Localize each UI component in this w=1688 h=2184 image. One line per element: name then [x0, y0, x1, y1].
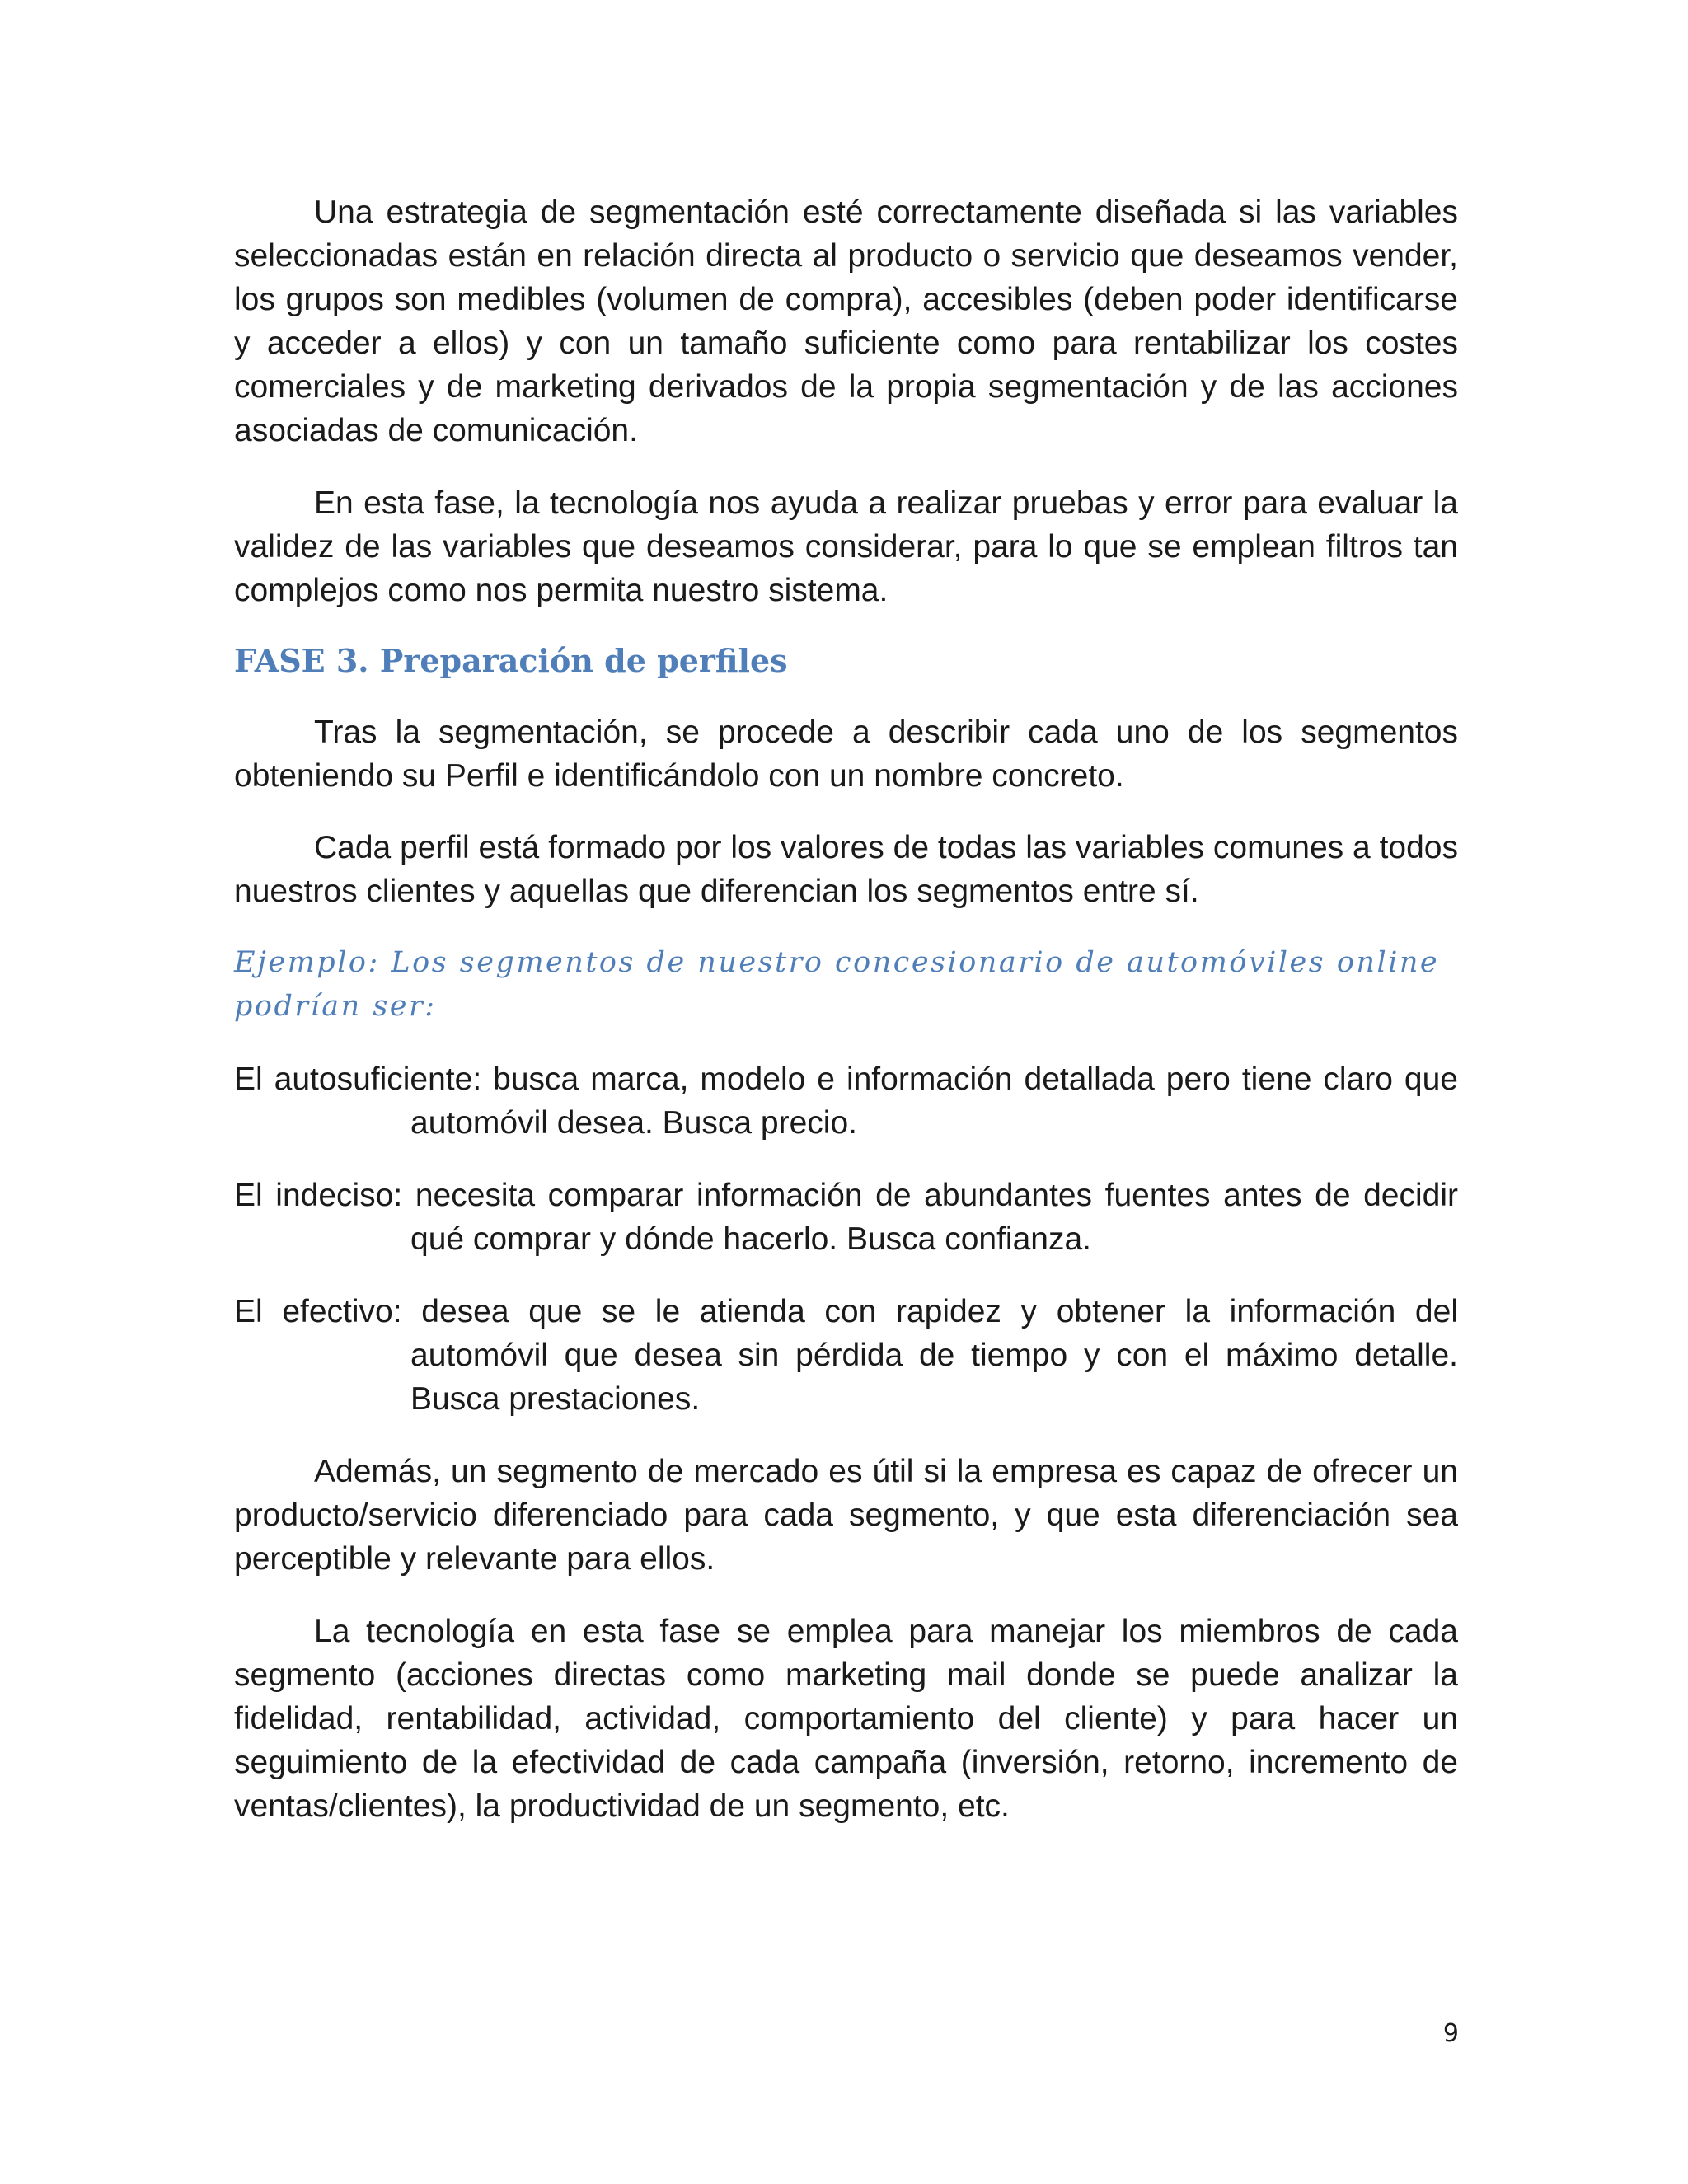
- page-content: [234, 190, 1458, 1828]
- segment-description: busca marca, modelo e información detallada pero tiene claro que automóvil desea. Busca precio.: [410, 1062, 1458, 1141]
- paragraph-profile-description: Tras la segmentación, se procede a describir cada uno de los segmentos obteniendo su Perfil e identificándolo con un nombre concreto.: [234, 715, 1458, 794]
- paragraph-technology-testing: En esta fase, la tecnología nos ayuda a realizar pruebas y error para evaluar la validez de las variables que deseamos considerar, para lo que se emplean filtros tan complejos como nos permita nuestro sistema.: [234, 485, 1458, 608]
- paragraph-segment-usefulness: Además, un segmento de mercado es útil si la empresa es capaz de ofrecer un producto/servicio diferenciado para cada segmento, y que esta diferenciación sea perceptible y relevante para ellos.: [234, 1454, 1458, 1577]
- section-heading-fase-3: FASE 3. Preparación de perfiles: [234, 642, 788, 679]
- segment-item: [234, 1174, 1458, 1261]
- paragraph-technology-members: La tecnología en esta fase se emplea para manejar los miembros de cada segmento (acciones directas como marketing mail donde se puede analizar la fidelidad, rentabilidad, actividad, comportamiento del cliente) y para hacer un seguimiento de la efectividad de cada campaña (inversión, retorno, incremento de ventas/clientes), la productividad de un segmento, etc.: [234, 1614, 1458, 1824]
- example-heading: Ejemplo: Los segmentos de nuestro concesionario de automóviles online podrían ser:: [234, 946, 1440, 1023]
- segment-term: El autosuficiente:: [234, 1062, 482, 1097]
- segment-term: El indeciso:: [234, 1178, 403, 1213]
- segment-description: necesita comparar información de abundantes fuentes antes de decidir qué comprar y dónde hacerlo. Busca confianza.: [410, 1178, 1459, 1257]
- paragraph-segmentation-strategy: Una estrategia de segmentación esté correctamente diseñada si las variables seleccionadas están en relación directa al producto o servicio que deseamos vender, los grupos son medibles (volumen de compra), accesibles (deben poder identificarse y acceder a ellos) y con un tamaño suficiente como para rentabilizar los costes comerciales y de marketing derivados de la propia segmentación y de las acciones asociadas de comunicación.: [234, 194, 1458, 448]
- segment-description: desea que se le atienda con rapidez y obtener la información del automóvil que desea sin pérdida de tiempo y con el máximo detalle. Busca prestaciones.: [410, 1294, 1458, 1417]
- segment-item: [234, 1290, 1458, 1421]
- paragraph-profile-values: Cada perfil está formado por los valores de todas las variables comunes a todos nuestros clientes y aquellas que diferencian los segmentos entre sí.: [234, 830, 1458, 909]
- page-number: 9: [1442, 2019, 1459, 2048]
- segment-item: [234, 1057, 1458, 1145]
- segment-term: El efectivo:: [234, 1294, 402, 1329]
